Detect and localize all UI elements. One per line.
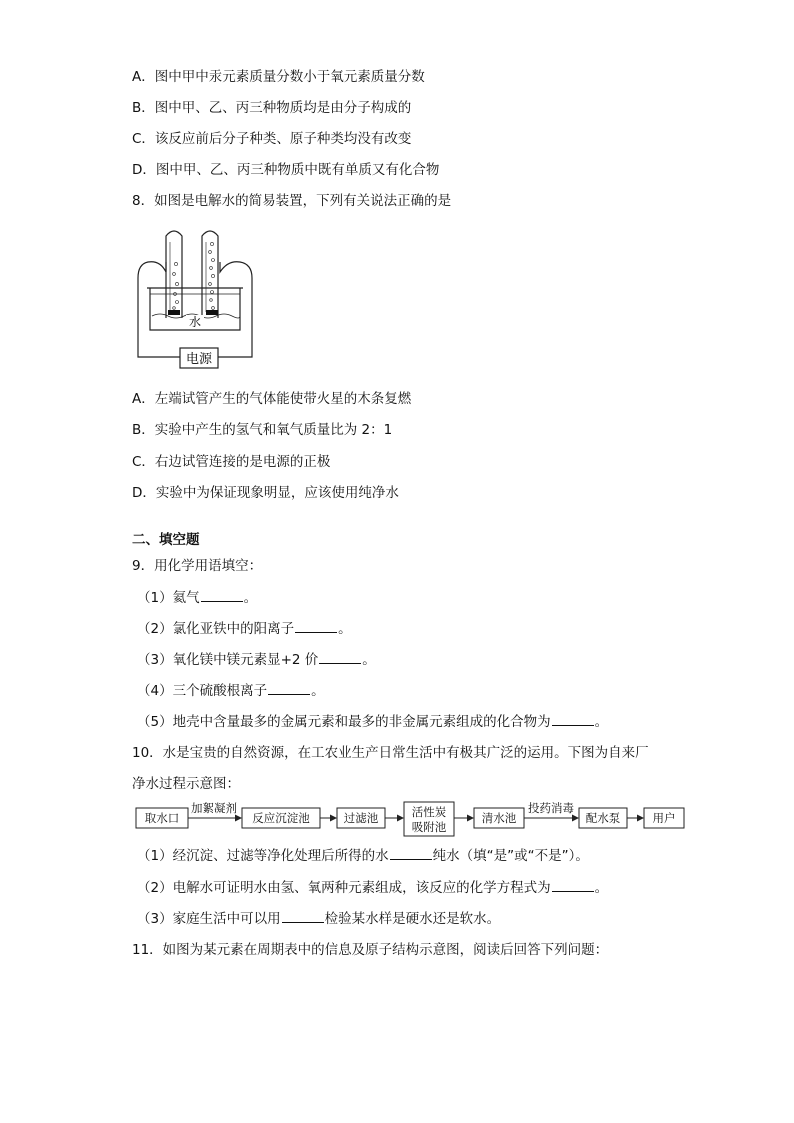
q7-option-b: B．图中甲、乙、丙三种物质均是由分子构成的 — [132, 100, 412, 116]
answer-blank[interactable] — [282, 910, 324, 923]
flow-label-intake: 取水口 — [144, 811, 180, 825]
answer-blank[interactable] — [201, 589, 243, 602]
q9-item-5-end: 。 — [594, 714, 609, 730]
left-test-tube — [166, 231, 182, 318]
q9-item-3-end: 。 — [362, 652, 376, 668]
answer-blank[interactable] — [552, 879, 594, 892]
q9-item-3-text: （3）氧化镁中镁元素显+2 价 — [137, 652, 319, 668]
q8-option-d: D．实验中为保证现象明显，应该使用纯净水 — [132, 485, 399, 501]
q9-item-3 — [137, 651, 376, 669]
flow-label-clear-water: 清水池 — [481, 811, 517, 825]
left-bubbles — [173, 262, 179, 309]
q10-item-1-text: （1）经沉淀、过滤等净化处理后所得的水 — [137, 848, 389, 864]
q10-item-3-text: （3）家庭生活中可以用 — [137, 911, 281, 927]
answer-blank[interactable] — [552, 713, 594, 726]
q9-item-4 — [137, 682, 325, 700]
right-electrode — [206, 310, 218, 315]
answer-blank[interactable] — [268, 682, 310, 695]
q9-item-1 — [137, 589, 257, 607]
right-wire — [218, 262, 252, 357]
q9-item-2-end: 。 — [338, 621, 352, 637]
answer-blank[interactable] — [390, 847, 432, 860]
left-electrode — [168, 310, 180, 315]
water-label: 水 — [188, 315, 202, 329]
flow-label-adsorption: 吸附池 — [411, 820, 447, 834]
answer-blank[interactable] — [319, 651, 361, 664]
section-title: 二、填空题 — [132, 532, 200, 548]
q8-option-a: A．左端试管产生的气体能使带火星的木条复燃 — [132, 391, 412, 407]
q7-option-d: D．图中甲、乙、丙三种物质中既有单质又有化合物 — [132, 162, 440, 178]
q9-item-2 — [137, 620, 352, 638]
q10-stem-line-2: 净水过程示意图： — [132, 776, 240, 792]
flow-label-pump: 配水泵 — [585, 811, 621, 825]
q8-stem: 8．如图是电解水的简易装置，下列有关说法正确的是 — [132, 193, 452, 209]
answer-blank[interactable] — [295, 620, 337, 633]
q9-item-1-end: 。 — [243, 590, 258, 606]
q10-item-3 — [137, 910, 500, 928]
water-purification-flowchart — [134, 800, 690, 840]
q9-item-5-text: （5）地壳中含量最多的金属元素和最多的非金属元素组成的化合物为 — [137, 714, 551, 730]
right-bubbles — [209, 242, 215, 309]
q10-item-2 — [137, 879, 608, 897]
power-label: 电源 — [185, 352, 213, 367]
q10-item-2-text: （2）电解水可证明水由氢、氧两种元素组成，该反应的化学方程式为 — [137, 880, 551, 896]
q10-item-1-end: 纯水（填“是”或“不是”）。 — [432, 848, 589, 864]
q9-item-4-end: 。 — [311, 683, 325, 699]
electrolysis-apparatus-figure — [130, 222, 265, 372]
q9-item-2-text: （2）氯化亚铁中的阳离子 — [137, 621, 295, 637]
flow-label-user: 用户 — [652, 811, 676, 825]
q10-item-2-end: 。 — [594, 880, 609, 896]
q7-option-a: A．图中甲中汞元素质量分数小于氧元素质量分数 — [132, 69, 425, 85]
flow-label-filter: 过滤池 — [343, 811, 379, 825]
flow-arrow-label-coagulant: 加絮凝剂 — [191, 801, 237, 815]
q7-option-c: C．该反应前后分子种类、原子种类均没有改变 — [132, 131, 412, 147]
q10-item-1 — [137, 847, 589, 865]
q9-item-1-text: （1）氦气 — [137, 590, 200, 606]
q8-option-c: C．右边试管连接的是电源的正极 — [132, 454, 331, 470]
q9-item-5 — [137, 713, 608, 731]
q10-item-3-end: 检验某水样是硬水还是软水。 — [324, 911, 501, 927]
q8-option-b: B．实验中产生的氢气和氧气质量比为 2：1 — [132, 422, 393, 438]
right-test-tube — [202, 231, 218, 318]
q9-stem: 9．用化学用语填空： — [132, 558, 263, 574]
q10-stem-line-1: 10．水是宝贵的自然资源，在工农业生产日常生活中有极其广泛的运用。下图为自来厂 — [132, 745, 649, 761]
flow-label-activated-carbon: 活性炭 — [411, 805, 447, 819]
flow-label-sedimentation: 反应沉淀池 — [252, 811, 310, 825]
flow-arrow-label-disinfect: 投药消毒 — [528, 801, 574, 815]
q9-item-4-text: （4）三个硫酸根离子 — [137, 683, 268, 699]
q11-stem: 11．如图为某元素在周期表中的信息及原子结构示意图，阅读后回答下列问题： — [132, 942, 609, 958]
